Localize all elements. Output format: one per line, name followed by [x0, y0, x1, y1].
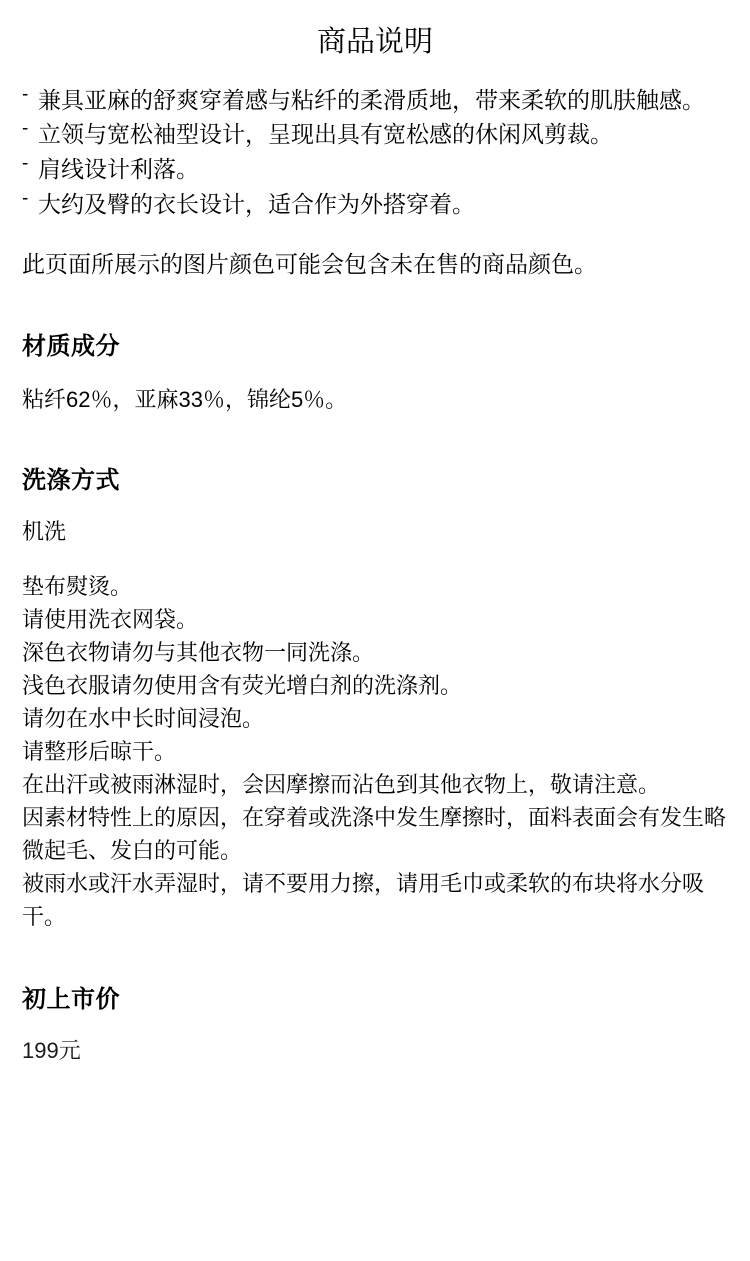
- feature-list: [22, 84, 728, 221]
- washing-instruction: 因素材特性上的原因，在穿着或洗涤中发生摩擦时，面料表面会有发生略微起毛、发白的可能。: [22, 804, 727, 863]
- washing-instruction: 请使用洗衣网袋。: [22, 606, 199, 632]
- washing-instruction: 被雨水或汗水弄湿时，请不要用力擦，请用毛巾或柔软的布块将水分吸干。: [22, 870, 705, 929]
- list-item: [22, 188, 728, 221]
- list-item: [22, 84, 728, 117]
- material-composition: 粘纤62％，亚麻33％，锦纶5％。: [22, 386, 348, 412]
- washing-instruction: 请勿在水中长时间浸泡。: [22, 705, 265, 731]
- bullet-marker-icon: -: [22, 83, 29, 105]
- feature-text: 兼具亚麻的舒爽穿着感与粘纤的柔滑质地，带来柔软的肌肤触感。: [38, 86, 705, 113]
- color-disclaimer-note: 此页面所展示的图片颜色可能会包含未在售的商品颜色。: [22, 251, 597, 278]
- feature-text: 肩线设计利落。: [38, 156, 199, 182]
- list-item: [22, 153, 728, 186]
- page-title: 商品说明: [316, 26, 433, 58]
- washing-instruction: 浅色衣服请勿使用含有荧光增白剂的洗涤剂。: [22, 672, 463, 698]
- price-heading: 初上市价: [22, 985, 120, 1013]
- bullet-marker-icon: -: [22, 153, 29, 174]
- washing-section: [22, 460, 728, 933]
- price-value: 199元: [22, 1037, 81, 1063]
- spacer: [22, 548, 728, 570]
- washing-method: 机洗: [22, 518, 67, 544]
- material-heading: 材质成分: [22, 332, 120, 360]
- washing-instruction: 垫布熨烫。: [22, 573, 133, 599]
- list-item: [22, 118, 728, 151]
- bullet-marker-icon: -: [22, 187, 29, 209]
- feature-text: 大约及臀的衣长设计，适合作为外搭穿着。: [38, 190, 475, 217]
- washing-heading: 洗涤方式: [22, 466, 120, 494]
- washing-instruction: 请整形后晾干。: [22, 738, 177, 764]
- feature-text: 立领与宽松袖型设计，呈现出具有宽松感的休闲风剪裁。: [38, 121, 613, 148]
- bullet-marker-icon: -: [22, 118, 29, 140]
- washing-instruction: 深色衣物请勿与其他衣物一同洗涤。: [22, 639, 375, 665]
- price-section: [22, 979, 728, 1067]
- material-section: [22, 326, 728, 416]
- washing-instruction: 在出汗或被雨淋湿时，会因摩擦而沾色到其他衣物上，敬请注意。: [22, 771, 661, 797]
